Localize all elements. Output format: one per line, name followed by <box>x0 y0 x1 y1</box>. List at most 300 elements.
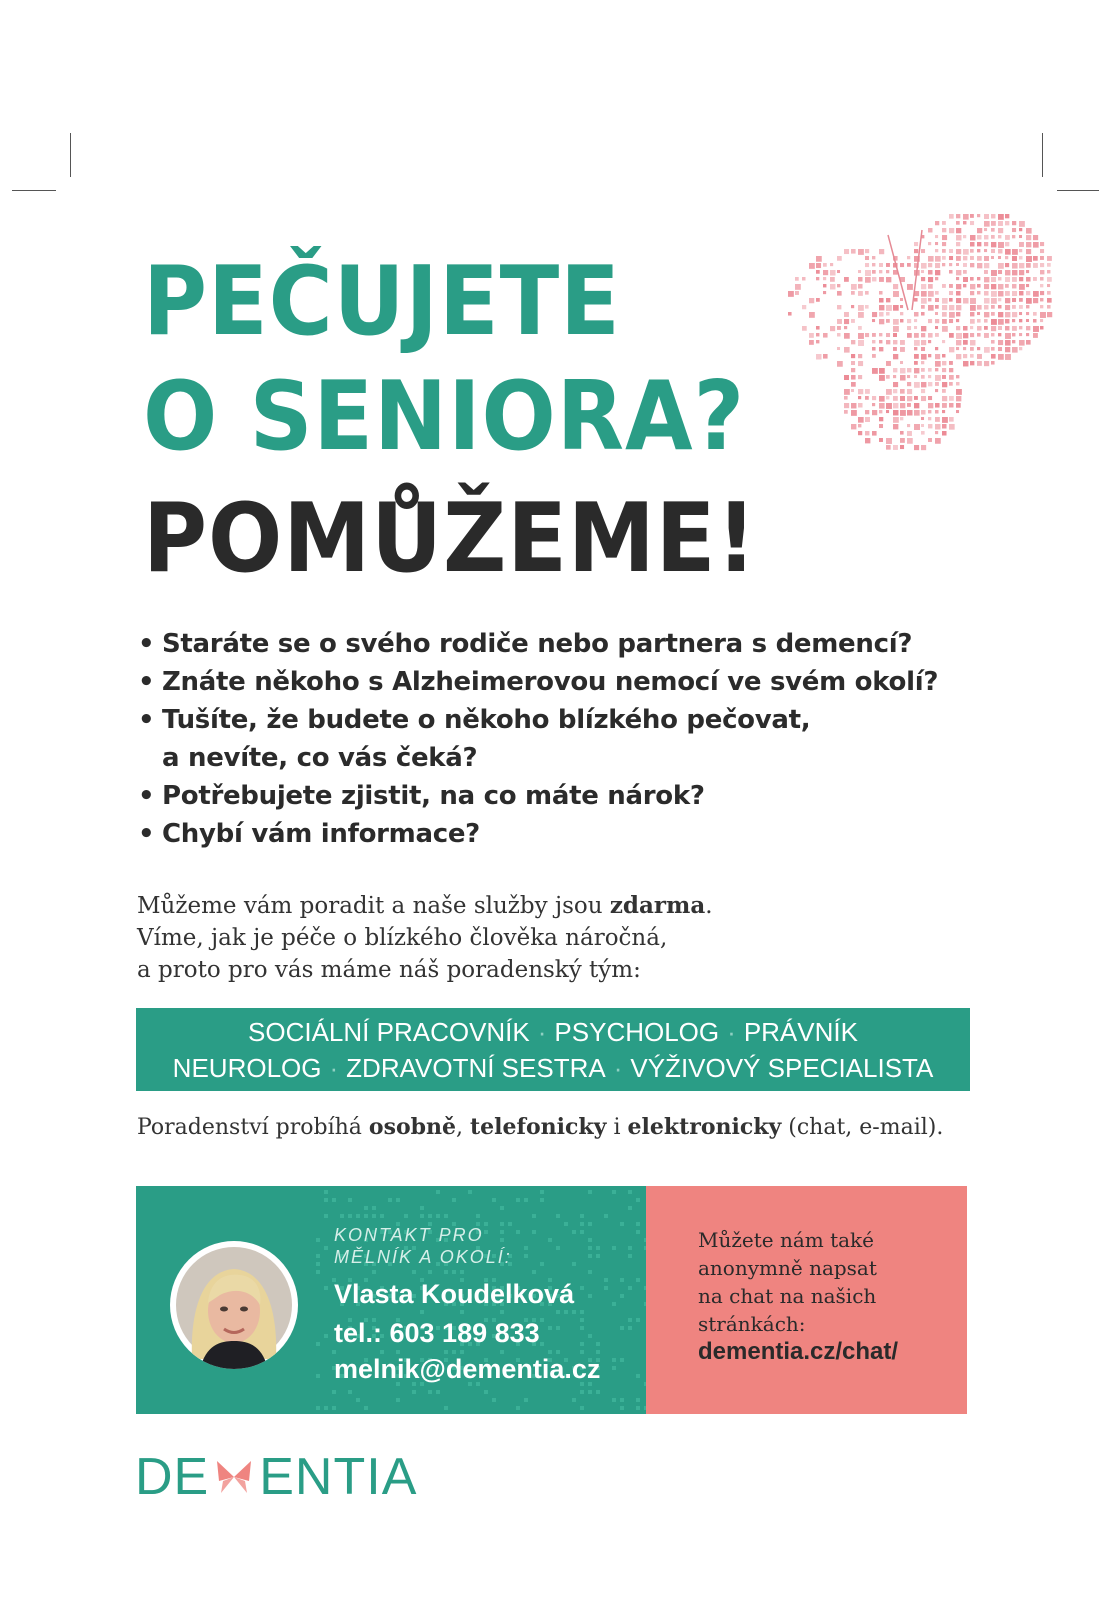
pattern-pixel <box>332 1198 336 1202</box>
butterfly-pixel <box>914 340 920 346</box>
butterfly-pixel <box>956 256 961 261</box>
butterfly-pixel <box>956 305 961 310</box>
butterfly-pixel <box>802 305 806 309</box>
butterfly-pixel <box>942 361 946 365</box>
butterfly-pixel <box>816 263 821 268</box>
team-role: SOCIÁLNÍ PRACOVNÍK <box>248 1017 530 1047</box>
butterfly-pixel <box>893 326 899 332</box>
chat-line: anonymně napsat <box>698 1256 877 1280</box>
butterfly-pixel <box>1005 291 1010 296</box>
butterfly-pixel <box>893 305 899 311</box>
butterfly-pixel <box>893 284 898 289</box>
butterfly-pixel <box>865 277 871 283</box>
butterfly-pixel <box>942 417 948 423</box>
butterfly-pixel <box>984 249 987 252</box>
butterfly-pixel <box>886 319 890 323</box>
butterfly-pixel <box>900 312 903 315</box>
butterfly-pixel <box>823 354 828 359</box>
butterfly-pixel <box>858 277 863 282</box>
butterfly-pixel <box>949 214 954 219</box>
butterfly-pixel <box>928 319 932 323</box>
pattern-pixel <box>436 1214 440 1218</box>
butterfly-pixel <box>984 221 990 227</box>
logo-text: ENTIA <box>259 1448 418 1506</box>
butterfly-pixel <box>935 431 938 434</box>
butterfly-pixel <box>991 242 996 247</box>
pattern-pixel <box>588 1294 592 1298</box>
butterfly-pixel <box>928 354 931 357</box>
butterfly-pixel <box>1019 319 1022 322</box>
pattern-pixel <box>620 1358 624 1362</box>
butterfly-pixel <box>1019 326 1022 329</box>
butterfly-pixel <box>788 291 794 297</box>
butterfly-pixel <box>949 396 954 401</box>
pattern-pixel <box>428 1270 432 1274</box>
butterfly-pixel <box>893 396 898 401</box>
butterfly-pixel <box>970 312 974 316</box>
butterfly-pixel <box>1026 235 1031 240</box>
butterfly-pixel <box>1040 256 1044 260</box>
butterfly-pixel <box>998 270 1002 274</box>
butterfly-pixel <box>914 396 918 400</box>
butterfly-pixel <box>907 382 911 386</box>
pattern-pixel <box>636 1222 640 1226</box>
butterfly-pixel <box>914 403 919 408</box>
contact-name: Vlasta Koudelková <box>334 1279 575 1309</box>
butterfly-pixel <box>809 263 815 269</box>
butterfly-pixel <box>865 417 870 422</box>
pattern-pixel <box>532 1230 536 1234</box>
butterfly-pixel <box>879 368 885 374</box>
list-item <box>138 739 938 777</box>
butterfly-pixel <box>935 242 938 245</box>
butterfly-pixel <box>893 333 897 337</box>
pattern-pixel <box>388 1198 392 1202</box>
team-row-1 <box>136 1014 970 1050</box>
butterfly-pixel <box>858 403 863 408</box>
butterfly-pixel <box>928 291 934 297</box>
butterfly-pixel <box>1019 312 1022 315</box>
butterfly-pixel <box>879 375 885 381</box>
question-list <box>138 625 938 853</box>
butterfly-pixel <box>921 291 927 297</box>
butterfly-pixel <box>1040 270 1044 274</box>
butterfly-pixel <box>942 389 946 393</box>
butterfly-pixel <box>963 333 968 338</box>
butterfly-pixel <box>963 347 966 350</box>
butterfly-pixel <box>970 340 975 345</box>
butterfly-pixel <box>942 382 947 387</box>
butterfly-pixel <box>837 326 841 330</box>
butterfly-pixel <box>914 445 919 450</box>
butterfly-pixel <box>893 368 897 372</box>
butterfly-pixel <box>984 319 988 323</box>
butterfly-pixel <box>977 333 981 337</box>
pattern-pixel <box>316 1262 320 1266</box>
pattern-pixel <box>628 1326 632 1330</box>
butterfly-pixel <box>851 305 854 308</box>
butterfly-pixel <box>837 270 840 273</box>
butterfly-pixel <box>956 214 960 218</box>
butterfly-pixel <box>1047 312 1052 317</box>
butterfly-pixel <box>984 284 989 289</box>
pattern-pixel <box>572 1310 576 1314</box>
butterfly-pixel <box>1033 277 1037 281</box>
pattern-pixel <box>628 1246 632 1250</box>
butterfly-pixel <box>879 277 884 282</box>
butterfly-pixel <box>844 347 850 353</box>
butterfly-pixel <box>1026 319 1029 322</box>
butterfly-pixel <box>935 298 939 302</box>
butterfly-pixel <box>998 284 1003 289</box>
butterfly-pixel <box>1019 340 1025 346</box>
pattern-pixel <box>364 1406 368 1410</box>
butterfly-pixel <box>921 326 926 331</box>
list-item <box>138 663 938 701</box>
butterfly-pixel <box>921 396 926 401</box>
butterfly-pixel <box>823 263 827 267</box>
butterfly-pixel <box>851 249 856 254</box>
butterfly-pixel <box>851 382 856 387</box>
butterfly-pixel <box>893 424 898 429</box>
butterfly-pixel <box>879 403 885 409</box>
butterfly-pixel <box>984 235 988 239</box>
butterfly-pixel <box>998 221 1003 226</box>
butterfly-pixel <box>1033 298 1038 303</box>
butterfly-pixel <box>900 431 904 435</box>
contact-box <box>136 1186 646 1414</box>
pattern-pixel <box>356 1398 360 1402</box>
butterfly-pixel <box>928 340 931 343</box>
butterfly-pixel <box>851 368 855 372</box>
butterfly-pixel <box>851 361 855 365</box>
butterfly-pixel <box>970 354 974 358</box>
butterfly-pixel <box>928 368 932 372</box>
butterfly-pixel <box>928 284 933 289</box>
butterfly-pixel <box>795 284 801 290</box>
butterfly-pixel <box>893 445 898 450</box>
butterfly-pixel <box>914 249 918 253</box>
butterfly-pixel <box>984 361 989 366</box>
butterfly-pixel <box>837 361 843 367</box>
butterfly-pixel <box>970 298 976 304</box>
butterfly-pixel <box>816 298 820 302</box>
butterfly-pixel <box>984 214 989 219</box>
butterfly-pixel <box>893 354 898 359</box>
butterfly-pixel <box>858 354 862 358</box>
butterfly-pixel <box>907 424 910 427</box>
pattern-pixel <box>324 1334 328 1338</box>
butterfly-pixel <box>949 347 954 352</box>
headline-line3: POMŮŽEME! <box>143 484 758 594</box>
butterfly-pixel <box>956 235 961 240</box>
contact-email[interactable]: melnik@dementia.cz <box>334 1354 601 1384</box>
pattern-pixel <box>636 1406 640 1410</box>
butterfly-pixel <box>879 333 882 336</box>
pattern-pixel <box>620 1398 624 1402</box>
butterfly-pixel <box>921 382 926 387</box>
pattern-pixel <box>580 1214 584 1218</box>
butterfly-pixel <box>942 235 947 240</box>
butterfly-pixel <box>837 319 842 324</box>
butterfly-pixel <box>928 333 933 338</box>
crop-mark <box>1057 190 1099 191</box>
butterfly-pixel <box>928 263 932 267</box>
butterfly-pixel <box>956 333 962 339</box>
butterfly-pixel <box>998 326 1002 330</box>
butterfly-pixel <box>1047 277 1052 282</box>
butterfly-pixel <box>956 249 961 254</box>
butterfly-pixel <box>935 368 938 371</box>
butterfly-pixel <box>886 340 890 344</box>
butterfly-pixel <box>1047 284 1050 287</box>
butterfly-pixel <box>956 340 961 345</box>
butterfly-pixel <box>886 312 890 316</box>
butterfly-pixel <box>991 326 996 331</box>
butterfly-pixel <box>921 375 925 379</box>
butterfly-pixel <box>858 417 864 423</box>
pattern-pixel <box>316 1342 320 1346</box>
butterfly-pixel <box>851 284 857 290</box>
butterfly-pixel <box>928 396 932 400</box>
butterfly-pixel <box>991 249 995 253</box>
butterfly-pixel <box>984 277 989 282</box>
butterfly-pixel <box>837 347 840 350</box>
pattern-pixel <box>524 1246 528 1250</box>
butterfly-pixel <box>872 431 877 436</box>
consultation-mode <box>137 1112 943 1143</box>
butterfly-pixel <box>893 417 899 423</box>
butterfly-pixel <box>935 312 938 315</box>
butterfly-pixel <box>872 263 875 266</box>
butterfly-pixel <box>1005 340 1011 346</box>
butterfly-pixel <box>809 312 815 318</box>
butterfly-pixel <box>942 368 946 372</box>
butterfly-pixel <box>1047 291 1051 295</box>
butterfly-pixel <box>984 263 989 268</box>
butterfly-pixel <box>998 249 1002 253</box>
pattern-pixel <box>612 1398 616 1402</box>
butterfly-pixel <box>942 284 946 288</box>
butterfly-pixel <box>900 375 906 381</box>
butterfly-pixel <box>963 298 969 304</box>
pattern-pixel <box>532 1270 536 1274</box>
butterfly-pixel <box>921 347 925 351</box>
pattern-pixel <box>596 1390 600 1394</box>
butterfly-pixel <box>970 263 974 267</box>
pattern-pixel <box>412 1390 416 1394</box>
butterfly-pixel <box>921 389 925 393</box>
butterfly-pixel <box>928 270 933 275</box>
pattern-pixel <box>596 1254 600 1258</box>
butterfly-pixel <box>956 347 959 350</box>
butterfly-pixel <box>949 249 953 253</box>
butterfly-pixel <box>830 263 833 266</box>
butterfly-pixel <box>949 424 955 430</box>
butterfly-pixel <box>907 389 912 394</box>
pattern-pixel <box>500 1206 504 1210</box>
pattern-pixel <box>580 1342 584 1346</box>
butterfly-pixel <box>914 410 920 416</box>
pattern-pixel <box>636 1230 640 1234</box>
butterfly-pixel <box>914 424 920 430</box>
butterfly-pixel <box>823 284 826 287</box>
butterfly-pixel <box>977 361 982 366</box>
butterfly-pixel <box>977 319 981 323</box>
butterfly-pixel <box>1026 228 1032 234</box>
butterfly-pixel <box>921 312 925 316</box>
butterfly-pixel <box>963 270 967 274</box>
butterfly-pixel <box>1033 291 1039 297</box>
butterfly-pixel <box>1040 277 1044 281</box>
pattern-pixel <box>516 1406 520 1410</box>
butterfly-pixel <box>1033 333 1038 338</box>
butterfly-pixel <box>858 424 861 427</box>
butterfly-pixel <box>1005 270 1010 275</box>
butterfly-pixel <box>858 333 864 339</box>
butterfly-pixel <box>865 263 869 267</box>
pattern-pixel <box>324 1214 328 1218</box>
butterfly-pixel <box>956 382 959 385</box>
pattern-pixel <box>364 1206 368 1210</box>
crop-mark <box>70 133 71 177</box>
pattern-pixel <box>612 1366 616 1370</box>
butterfly-pixel <box>942 242 946 246</box>
butterfly-pixel <box>837 291 842 296</box>
pattern-pixel <box>436 1390 440 1394</box>
pattern-pixel <box>540 1198 544 1202</box>
logo-text: DE <box>135 1448 210 1506</box>
butterfly-pixel <box>1005 305 1010 310</box>
butterfly-pixel <box>865 291 869 295</box>
butterfly-pixel <box>977 277 980 280</box>
butterfly-pixel <box>977 305 982 310</box>
butterfly-pixel <box>893 340 897 344</box>
butterfly-pixel <box>837 333 840 336</box>
team-role: ZDRAVOTNÍ SESTRA <box>346 1053 606 1083</box>
butterfly-pixel <box>844 277 849 282</box>
butterfly-pixel <box>830 270 836 276</box>
butterfly-pixel <box>1047 270 1050 273</box>
butterfly-pixel <box>1005 249 1011 255</box>
butterfly-pixel <box>928 305 934 311</box>
butterfly-pixel <box>949 312 955 318</box>
pattern-pixel <box>588 1270 592 1274</box>
pattern-pixel <box>604 1286 608 1290</box>
butterfly-pixel <box>984 333 989 338</box>
butterfly-pixel <box>921 410 926 415</box>
butterfly-pixel <box>963 214 969 220</box>
butterfly-pixel <box>977 256 982 261</box>
butterfly-pixel <box>949 417 954 422</box>
butterfly-pixel <box>865 389 870 394</box>
butterfly-pixel <box>998 347 1002 351</box>
butterfly-pixel <box>1040 242 1044 246</box>
butterfly-pixel <box>998 214 1004 220</box>
butterfly-pixel <box>942 424 947 429</box>
contact-phone[interactable]: tel.: 603 189 833 <box>334 1318 540 1348</box>
pattern-pixel <box>572 1398 576 1402</box>
butterfly-pixel <box>942 410 945 413</box>
butterfly-pixel <box>977 284 981 288</box>
pattern-pixel <box>628 1286 632 1290</box>
butterfly-pixel <box>809 340 814 345</box>
butterfly-icon <box>760 190 1060 520</box>
butterfly-pixel <box>1012 263 1018 269</box>
butterfly-pixel <box>844 403 849 408</box>
butterfly-pixel <box>1005 326 1009 330</box>
list-item <box>138 701 938 739</box>
butterfly-pixel <box>935 256 941 262</box>
butterfly-pixel <box>893 382 898 387</box>
butterfly-pixel <box>949 305 954 310</box>
butterfly-pixel <box>900 438 905 443</box>
chat-link[interactable]: dementia.cz/chat/ <box>698 1338 899 1365</box>
pattern-pixel <box>636 1278 640 1282</box>
butterfly-pixel <box>998 228 1003 233</box>
butterfly-pixel <box>1019 333 1022 336</box>
butterfly-pixel <box>956 410 959 413</box>
butterfly-pixel <box>991 256 994 259</box>
butterfly-pixel <box>956 326 960 330</box>
bullet: • <box>138 667 155 697</box>
butterfly-pixel <box>907 368 911 372</box>
pattern-pixel <box>628 1190 632 1194</box>
chat-line: stránkách: <box>698 1312 806 1336</box>
butterfly-pixel <box>900 396 905 401</box>
pattern-pixel <box>612 1302 616 1306</box>
question-text: Tušíte, že budete o někoho blízkého pečovat, <box>162 705 811 735</box>
pattern-pixel <box>556 1326 560 1330</box>
butterfly-pixel <box>970 277 974 281</box>
butterfly-pixel <box>998 298 1001 301</box>
pattern-pixel <box>556 1310 560 1314</box>
butterfly-pixel <box>865 305 869 309</box>
butterfly-pixel <box>900 445 904 449</box>
butterfly-pixel <box>921 277 925 281</box>
butterfly-pixel <box>956 284 961 289</box>
butterfly-pixel <box>921 249 925 253</box>
butterfly-pixel <box>1012 291 1017 296</box>
pattern-pixel <box>580 1318 584 1322</box>
butterfly-pixel <box>1019 298 1023 302</box>
butterfly-pixel <box>949 284 953 288</box>
butterfly-pixel <box>872 347 876 351</box>
butterfly-pixel <box>970 221 974 225</box>
butterfly-pixel <box>970 249 974 253</box>
pattern-pixel <box>636 1318 640 1322</box>
butterfly-pixel <box>984 347 990 353</box>
intro-text: Víme, jak je péče o blízkého člověka náročná, <box>137 925 668 951</box>
butterfly-pixel <box>963 235 966 238</box>
butterfly-pixel <box>935 221 939 225</box>
butterfly-pixel <box>1012 270 1017 275</box>
pattern-pixel <box>500 1310 504 1314</box>
butterfly-pixel <box>872 319 875 322</box>
butterfly-pixel <box>865 270 871 276</box>
pattern-pixel <box>484 1390 488 1394</box>
butterfly-pixel <box>858 389 863 394</box>
butterfly-pixel <box>795 291 799 295</box>
butterfly-pixel <box>844 319 849 324</box>
butterfly-pixel <box>858 375 862 379</box>
butterfly-pixel <box>991 270 997 276</box>
butterfly-pixel <box>928 382 932 386</box>
butterfly-pixel <box>977 235 981 239</box>
question-text: Staráte se o svého rodiče nebo partnera s demencí? <box>162 629 913 659</box>
butterfly-pixel <box>1012 305 1016 309</box>
butterfly-pixel <box>914 382 920 388</box>
